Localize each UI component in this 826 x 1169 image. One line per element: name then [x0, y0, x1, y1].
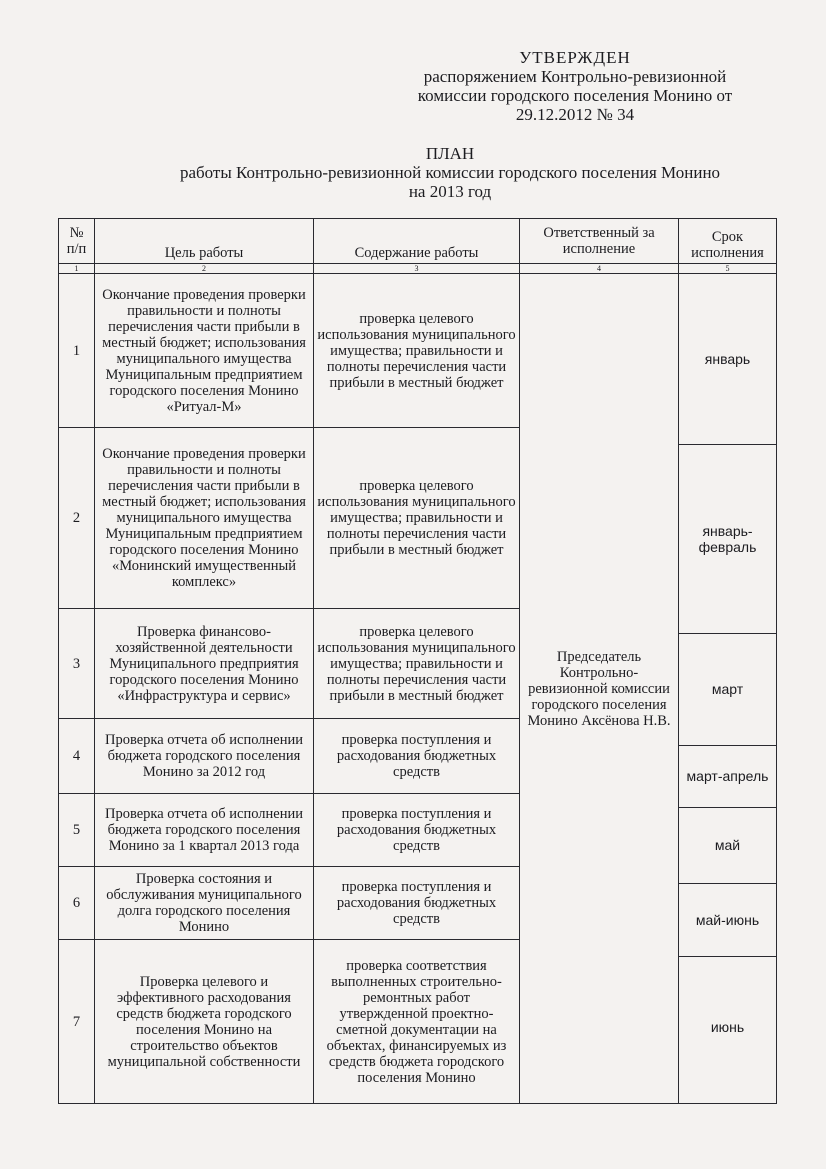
title-heading: ПЛАН [425, 144, 475, 163]
term-label: март-апрель [686, 768, 769, 784]
term-label: май [714, 837, 741, 853]
row-number: 1 [59, 274, 95, 428]
row-goal: Окончание проведения проверки правильности и полноты перечисления части прибыли в местный бюджет; использования муниципального имущества Муниципальным предприятием городского поселения Монино «Ритуал-М» [95, 274, 314, 428]
term-column [679, 274, 777, 1104]
term-cell [679, 444, 776, 634]
term-label: январь [704, 351, 751, 367]
row-goal: Проверка отчета об исполнении бюджета городского поселения Монино за 1 квартал 2013 года [95, 794, 314, 867]
term-label: март [711, 681, 744, 697]
row-content: проверка соответствия выполненных строительно-ремонтных работ утвержденной проектно-сметной документации на объектах, финансируемых из средств бюджета городского поселения Монино [314, 940, 520, 1104]
row-number: 5 [59, 794, 95, 867]
column-number: 2 [95, 264, 314, 274]
row-content: проверка поступления и расходования бюджетных средств [314, 867, 520, 940]
header-responsible: Ответственный за исполнение [520, 219, 679, 264]
approval-line: распоряжением Контрольно-ревизионной [423, 67, 727, 86]
term-label: январь-февраль [698, 522, 757, 555]
column-number: 5 [679, 264, 777, 274]
header-term: Срок исполнения [679, 219, 777, 264]
row-goal: Проверка целевого и эффективного расходования средств бюджета городского поселения Монино на строительство объектов муниципальной собственности [95, 940, 314, 1104]
row-number: 4 [59, 719, 95, 794]
row-goal: Окончание проведения проверки правильности и полноты перечисления части прибыли в местный бюджет; использования муниципального имущества Муниципальным предприятием городского поселения Монино «Монинский имущественный комплекс» [95, 428, 314, 609]
document-title [100, 144, 800, 201]
row-content: проверка целевого использования муниципального имущества; правильности и полноты перечисления части прибыли в местный бюджет [314, 609, 520, 719]
approval-line: 29.12.2012 № 34 [515, 105, 635, 124]
approval-stamp [380, 48, 770, 124]
term-label: май-июнь [695, 911, 760, 928]
row-content: проверка поступления и расходования бюджетных средств [314, 719, 520, 794]
column-number: 1 [59, 264, 95, 274]
approval-heading: УТВЕРЖДЕН [519, 48, 631, 67]
row-number: 7 [59, 940, 95, 1104]
row-content: проверка целевого использования муниципального имущества; правильности и полноты перечисления части прибыли в местный бюджет [314, 428, 520, 609]
column-number: 4 [520, 264, 679, 274]
approval-line: комиссии городского поселения Монино от [417, 86, 733, 105]
plan-table [58, 218, 777, 1104]
column-number: 3 [314, 264, 520, 274]
row-number: 3 [59, 609, 95, 719]
row-goal: Проверка состояния и обслуживания муниципального долга городского поселения Монино [95, 867, 314, 940]
term-cell [679, 274, 776, 445]
row-goal: Проверка финансово-хозяйственной деятельности Муниципального предприятия городского поселения Монино «Инфраструктура и сервис» [95, 609, 314, 719]
responsible-cell: Председатель Контрольно-ревизионной комиссии городского поселения Монино Аксёнова Н.В. [520, 274, 679, 1104]
header-content: Содержание работы [314, 219, 520, 264]
term-cell [679, 956, 776, 1098]
title-line: на 2013 год [408, 182, 492, 201]
term-cell [679, 633, 776, 746]
row-number: 2 [59, 428, 95, 609]
row-goal: Проверка отчета об исполнении бюджета городского поселения Монино за 2012 год [95, 719, 314, 794]
header-goal: Цель работы [95, 219, 314, 264]
term-label: июнь [710, 1019, 745, 1035]
row-content: проверка поступления и расходования бюджетных средств [314, 794, 520, 867]
title-line: работы Контрольно-ревизионной комиссии городского поселения Монино [179, 163, 721, 182]
header-num: № п/п [59, 219, 95, 264]
term-cell [679, 883, 776, 957]
column-numbers-row [59, 264, 777, 274]
row-content: проверка целевого использования муниципального имущества; правильности и полноты перечисления части прибыли в местный бюджет [314, 274, 520, 428]
term-cell [679, 807, 776, 884]
table-header-row [59, 219, 777, 264]
term-cell [679, 745, 776, 808]
table-row [59, 274, 777, 428]
row-number: 6 [59, 867, 95, 940]
